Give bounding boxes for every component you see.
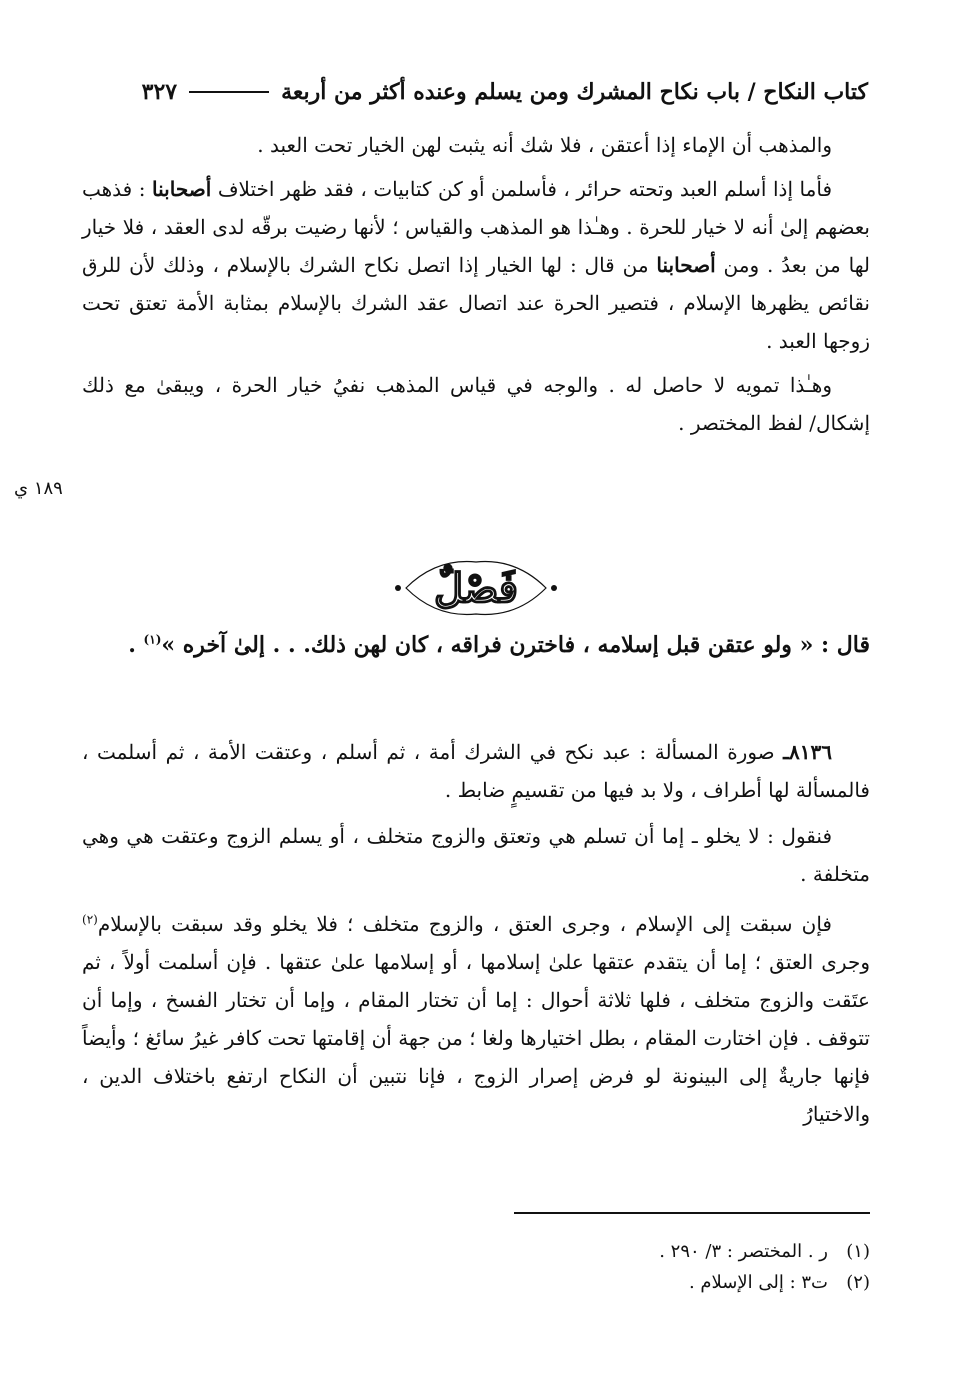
margin-note: ١٨٩ ي <box>14 478 63 499</box>
main-text <box>82 733 870 1133</box>
section-heading <box>376 548 576 628</box>
page-number: ٣٢٧ <box>141 79 178 105</box>
header-rule <box>189 91 269 93</box>
paragraph: فنقول : لا يخلو ـ إما أن تسلم هي وتعتق والزوج متخلف ، أو يسلم الزوج وعتقت هي وهي متخلفة . <box>82 824 870 886</box>
footnote-number: (٢) <box>846 1272 870 1293</box>
paragraph: ٨١٣٦ـ صورة المسألة : عبد نكح في الشرك أمة ، ثم أسلم ، وعتقت الأمة ، ثم أسلمت ، فالمسألة لها أطراف ، ولا بد فيها من تقسيمٍ ضابط . <box>82 740 870 802</box>
quote-body: « ولو عتقن قبل إسلامه ، فاخترن فراقه ، كان لهن ذلك. . . إلىٰ آخره » <box>161 632 814 658</box>
paragraph: فإن سبقت إلى الإسلام ، وجرى العتق ، والزوج متخلف ؛ فلا يخلو وقد سبقت بالإسلام$^{(٢)}$ وجرى العتق ؛ إما أن يتقدم عتقها علىٰ إسلامها ، أو إسلامها علىٰ عتقها . فإن أسلمت أولاً ، ثم عتَقت والزوج متخلف ، فلها ثلاثة أحوال : إما أن تختار المقام ، وإما أن تختار الفسخ ، وإما أن تتوقف . فإن اختارت المقام ، بطل اختيارها ولغا ؛ من جهة أن إقامتها تحت كافر غيرُ سائغ ؛ وأيضاً فإنها جاريةٌ إلى البينونة لو فرض إصرار الزوج ، فإنا نتبين أن النكاح ارتفع باختلاف الدين ، والاختيارُ <box>82 912 870 1126</box>
footnote-rule <box>514 1212 870 1214</box>
section-heading-text: فَصْلٌ <box>433 564 519 612</box>
paragraph: والمذهب أن الإماء إذا أعتقن ، فلا شك أنه يثبت لهن الخيار تحت العبد . <box>257 133 832 157</box>
chapter-title: كتاب النكاح / باب نكاح المشرك ومن يسلم وعنده أكثر من أربعة <box>281 79 868 105</box>
quoted-text <box>82 624 870 666</box>
paragraph-number: ٨١٣٦ـ <box>783 740 832 764</box>
opening-text <box>82 126 870 442</box>
footnotes <box>300 1236 870 1298</box>
quote-paragraph: قال : « ولو عتقن قبل إسلامه ، فاخترن فراقه ، كان لهن ذلك. . . إلىٰ آخره »$^{(١)}$ . <box>128 632 870 658</box>
footnote-text: ت٣ : إلى الإسلام . <box>688 1272 828 1293</box>
quote-label: قال : <box>821 632 870 658</box>
footnote-ref: (١) <box>143 632 162 647</box>
paragraph: وهـٰذا تمويه لا حاصل له . والوجه في قياس المذهب نفيُ خيار الحرة ، ويبقىٰ مع ذلك إشكال/ لفظ المختصر . <box>82 373 870 435</box>
paragraph: فأما إذا أسلم العبد وتحته حرائر ، فأسلمن أو كن كتابيات ، فقد ظهر اختلاف أصحابنا : فذهب بعضهم إلىٰ أنه لا خيار للحرة . وهـٰذا هو المذهب والقياس ؛ لأنها رضيت برقّه لدى العقد ، فلا خيار لها من بعدُ . ومن أصحابنا من قال : لها الخيار إذا اتصل نكاح الشرك بالإسلام ، وذلك لأن للرق نقائص يظهرها الإسلام ، فتصير الحرة عند اتصال عقد الشرك بالإسلام بمثابة الأمة تعتق تحت زوجها العبد . <box>82 177 871 353</box>
footnote-ref: (٢) <box>82 912 98 927</box>
footnote-number: (١) <box>846 1241 870 1262</box>
emphasis: أصحابنا <box>656 253 716 277</box>
footnote <box>300 1236 870 1267</box>
footnote <box>300 1267 870 1298</box>
emphasis: أصحابنا <box>152 177 212 201</box>
footnote-text: ر . المختصر : ٣/ ٢٩٠ . <box>659 1241 828 1262</box>
running-header <box>100 72 868 112</box>
